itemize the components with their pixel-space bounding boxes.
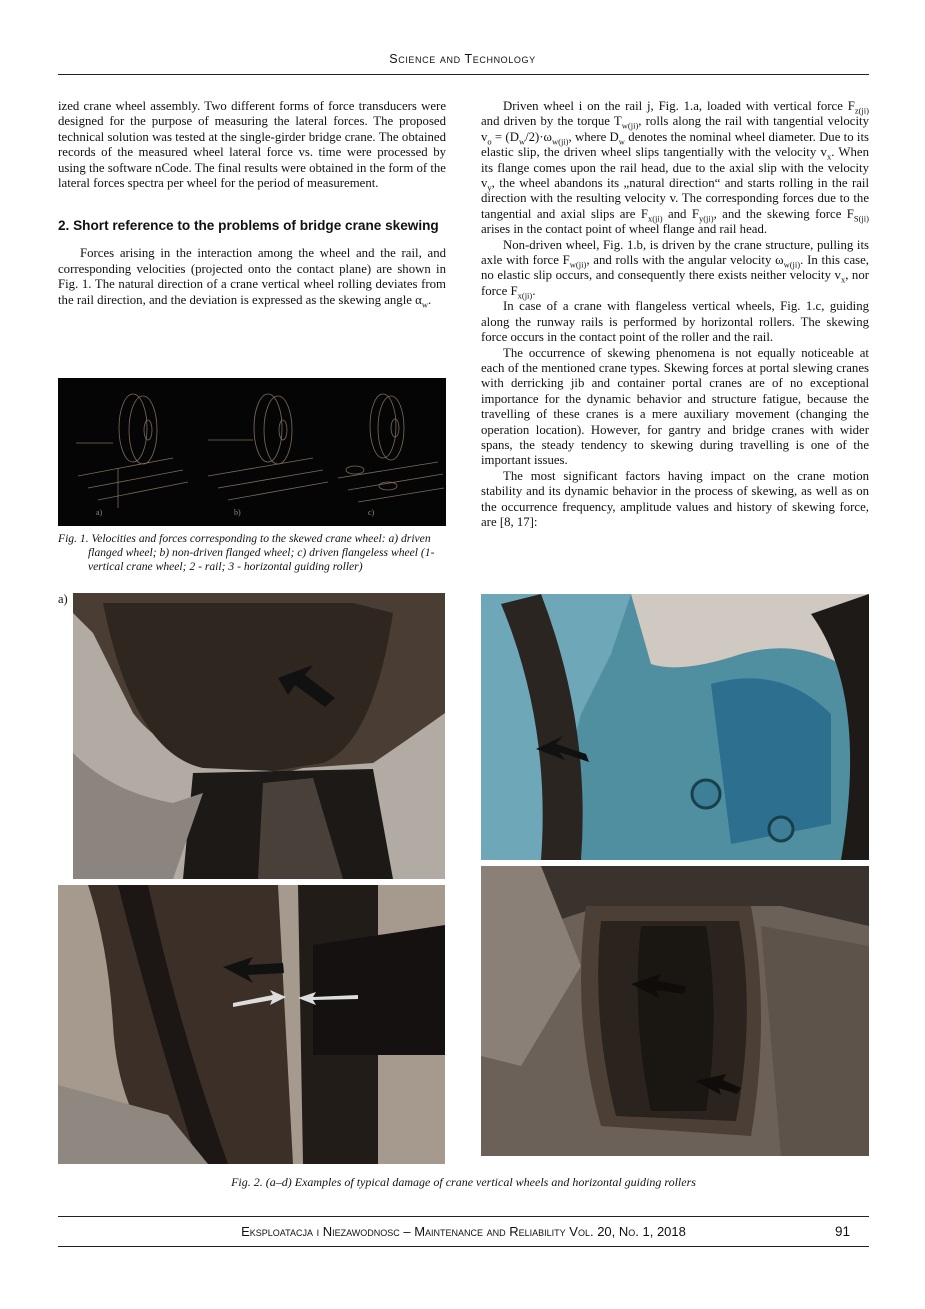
photo-a-label: a) bbox=[58, 592, 68, 606]
figure-1-caption: Fig. 1. Velocities and forces corresponding to the skewed crane wheel: a) driven flanged wheel; b) non-driven flanged wheel; c) driven flangeless wheel (1- vertical crane wheel; 2 - rail; 3 - horizontal guiding roller) bbox=[58, 532, 435, 573]
page-number: 91 bbox=[834, 1224, 850, 1239]
photo-d-wheel-tread bbox=[481, 866, 869, 1156]
running-header: Science and Technology bbox=[389, 52, 536, 66]
journal-footer: Eksploatacja i Niezawodnosc – Maintenance and Reliability Vol. 20, No. 1, 2018 bbox=[241, 1224, 686, 1239]
left-paragraph-1: ized crane wheel assembly. Two different forms of force transducers were designed for the purpose of measuring the lateral forces. The proposed technical solution was tested at the single-girder bridge crane. The obtained records of the measured wheel lateral force vs. time were processed by using the software nCode. The final results were obtained in the form of the lateral forces spectra per wheel for the period of measurement. bbox=[58, 99, 446, 191]
right-paragraph-2: Non-driven wheel, Fig. 1.b, is driven by the crane structure, pulling its axle with force $F_{w(ji)}$, and rolls with the angular velocity $\omega_{w(ji)}$. In this case, no elastic slip occurs, and consequently there exists neither velocity $v_x$, nor force $F_{x(ji)}$. bbox=[481, 237, 869, 301]
left-column bbox=[58, 99, 446, 308]
right-paragraph-4: The occurrence of skewing phenomena is not equally noticeable at each of the mentioned crane types. Skewing forces at portal slewing cranes with derricking jib and container portal cranes are of no exceptional importance for the dynamic behavior and structure fatigue, because the travelling of these cranes is a mere auxiliary movement (changing the operation location). However, for gantry and bridge cranes with wider spans, the steady tendency to skewing during travelling is one of the important issues. bbox=[481, 345, 869, 468]
figure-1-diagram bbox=[58, 378, 446, 526]
photo-a-wheel-flange bbox=[73, 593, 445, 879]
footer-rule-bottom bbox=[58, 1246, 869, 1247]
left-paragraph-2: Forces arising in the interaction among the wheel and the rail, and corresponding velocities (projected onto the contact plane) are shown in Fig. 1. The natural direction of a crane vertical wheel rolling deviates from the rail direction, and the deviation is expressed as the skewing angle $\alpha_w$. bbox=[58, 246, 446, 310]
footer-rule-top bbox=[58, 1216, 869, 1217]
right-paragraph-1: Driven wheel i on the rail j, Fig. 1.a, loaded with vertical force $F_{z(ji)}$ and driven by the torque $T_{w(ji)}$, rolls along the rail with tangential velocity $v_o = (D_w/2)\cdot\omega_{w(ji)}$, where $D_w$ denotes the nominal wheel diameter. Due to its elastic slip, the driven wheel slips tangentially with the velocity $v_x$. When its flange comes upon the rail head, due to the axial slip with the velocity $v_y$, the wheel abandons its „natural direction“ and starts rolling in the rail direction with the resulting velocity v. The corresponding forces due to the tangential and axial slips are $F_{x(ji)}$ and $F_{y(ji)}$, and the skewing force $F_{S(ji)}$ arises in the contact point of wheel flange and rail head. bbox=[481, 99, 869, 237]
wheel-diagram-a bbox=[76, 394, 188, 508]
wheel-diagram-b bbox=[208, 394, 328, 500]
right-paragraph-5: The most significant factors having impact on the crane motion stability and its dynamic behavior in the process of skewing, as well as on the occurrence frequency, amplitude values and history of skewing force, are [8, 17]: bbox=[481, 468, 869, 529]
right-paragraph-3: In case of a crane with flangeless vertical wheels, Fig. 1.c, guiding along the runway rails is performed by horizontal rollers. The skewing force occurs in the contact point of the roller and the rail. bbox=[481, 299, 869, 345]
wheel-diagram-c bbox=[338, 394, 444, 502]
photo-b-guiding-roller bbox=[481, 594, 869, 860]
fig1-label-c: c) bbox=[368, 508, 375, 517]
header-rule bbox=[58, 74, 869, 75]
fig1-label-b: b) bbox=[234, 508, 241, 517]
fig1-label-a: a) bbox=[96, 508, 103, 517]
section-heading: 2. Short reference to the problems of bridge crane skewing bbox=[58, 218, 439, 234]
right-column bbox=[481, 99, 869, 530]
photo-c-worn-wheel bbox=[58, 885, 445, 1164]
figure-2-caption: Fig. 2. (a–d) Examples of typical damage of crane vertical wheels and horizontal guiding rollers bbox=[231, 1175, 696, 1189]
